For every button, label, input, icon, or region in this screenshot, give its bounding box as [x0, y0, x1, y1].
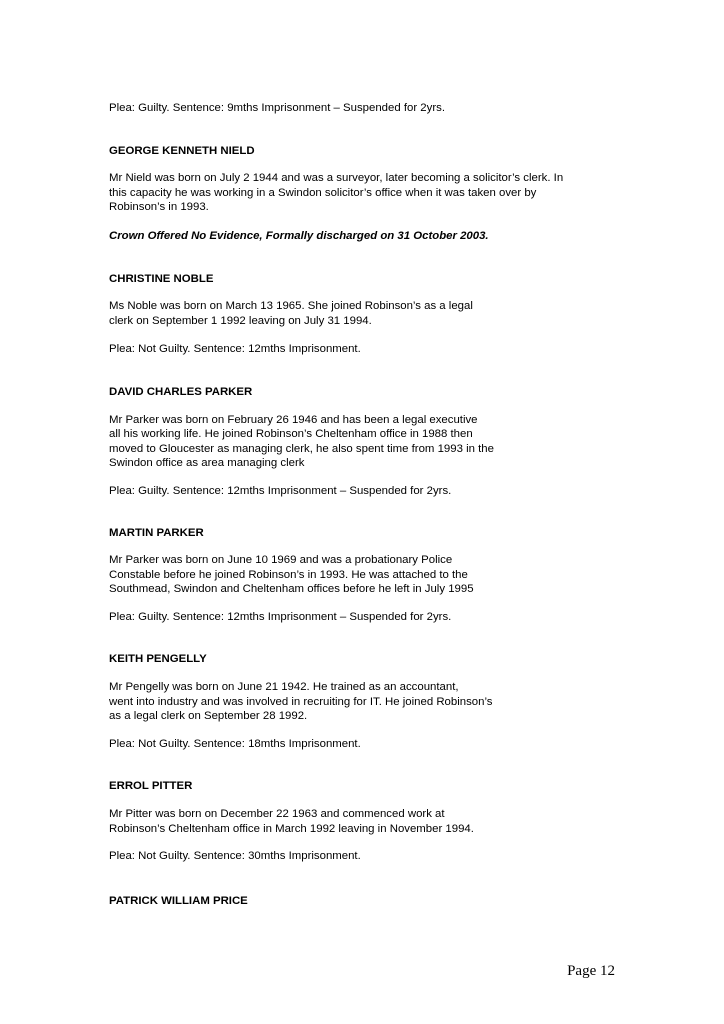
sentence-line: Plea: Guilty. Sentence: 12mths Imprisonment – Suspended for 2yrs.: [109, 610, 452, 623]
bio-line: as a legal clerk on September 28 1992.: [109, 710, 308, 723]
bio-line: all his working life. He joined Robinson’s Cheltenham office in 1988 then: [109, 428, 473, 441]
sentence-line: Plea: Not Guilty. Sentence: 18mths Imprisonment.: [109, 737, 361, 750]
defendant-name: ERROL PITTER: [109, 780, 193, 793]
bio-line: clerk on September 1 1992 leaving on July 31 1994.: [109, 314, 372, 327]
bio-line: Constable before he joined Robinson’s in 1993. He was attached to the: [109, 568, 468, 581]
page-number: Page 12: [567, 963, 615, 979]
defendant-name: CHRISTINE NOBLE: [109, 272, 214, 285]
defendant-bio: [109, 807, 604, 836]
sentence-line: Plea: Not Guilty. Sentence: 30mths Imprisonment.: [109, 850, 361, 863]
bio-line: Ms Noble was born on March 13 1965. She joined Robinson’s as a legal: [109, 300, 473, 313]
bio-line: went into industry and was involved in recruiting for IT. He joined Robinson’s: [109, 695, 493, 708]
defendant-name: DAVID CHARLES PARKER: [109, 385, 253, 398]
defendant-bio: [109, 171, 604, 215]
sentence-line: Plea: Not Guilty. Sentence: 12mths Imprisonment.: [109, 343, 361, 356]
sentence-line: Plea: Guilty. Sentence: 12mths Imprisonment – Suspended for 2yrs.: [109, 484, 452, 497]
bio-line: Mr Pitter was born on December 22 1963 and commenced work at: [109, 808, 445, 821]
defendant-name: PATRICK WILLIAM PRICE: [109, 894, 248, 907]
defendant-name: GEORGE KENNETH NIELD: [109, 144, 255, 157]
defendant-bio: [109, 553, 604, 597]
bio-line: Mr Pengelly was born on June 21 1942. He trained as an accountant,: [109, 681, 459, 694]
bio-line: Southmead, Swindon and Cheltenham offices before he left in July 1995: [109, 583, 474, 596]
defendant-name: KEITH PENGELLY: [109, 653, 207, 666]
bio-line: moved to Gloucester as managing clerk, he also spent time from 1993 in the: [109, 442, 494, 455]
bio-line: Mr Parker was born on June 10 1969 and was a probationary Police: [109, 554, 453, 567]
bio-line: Robinson’s in 1993.: [109, 201, 209, 214]
defendant-bio: [109, 680, 604, 724]
sentence-line: Plea: Guilty. Sentence: 9mths Imprisonment – Suspended for 2yrs.: [109, 102, 445, 114]
bio-line: this capacity he was working in a Swindon solicitor’s office when it was taken over by: [109, 186, 537, 199]
bio-line: Mr Parker was born on February 26 1946 and has been a legal executive: [109, 413, 478, 426]
defendant-name: MARTIN PARKER: [109, 526, 204, 539]
case-outcome: Crown Offered No Evidence, Formally discharged on 31 October 2003.: [109, 229, 489, 242]
bio-line: Robinson’s Cheltenham office in March 1992 leaving in November 1994.: [109, 822, 474, 835]
defendant-bio: [109, 299, 604, 328]
bio-line: Mr Nield was born on July 2 1944 and was a surveyor, later becoming a solicitor’s clerk. In: [109, 172, 564, 185]
document-body: [109, 101, 604, 908]
bio-line: Swindon office as area managing clerk: [109, 457, 305, 470]
defendant-bio: [109, 413, 604, 471]
